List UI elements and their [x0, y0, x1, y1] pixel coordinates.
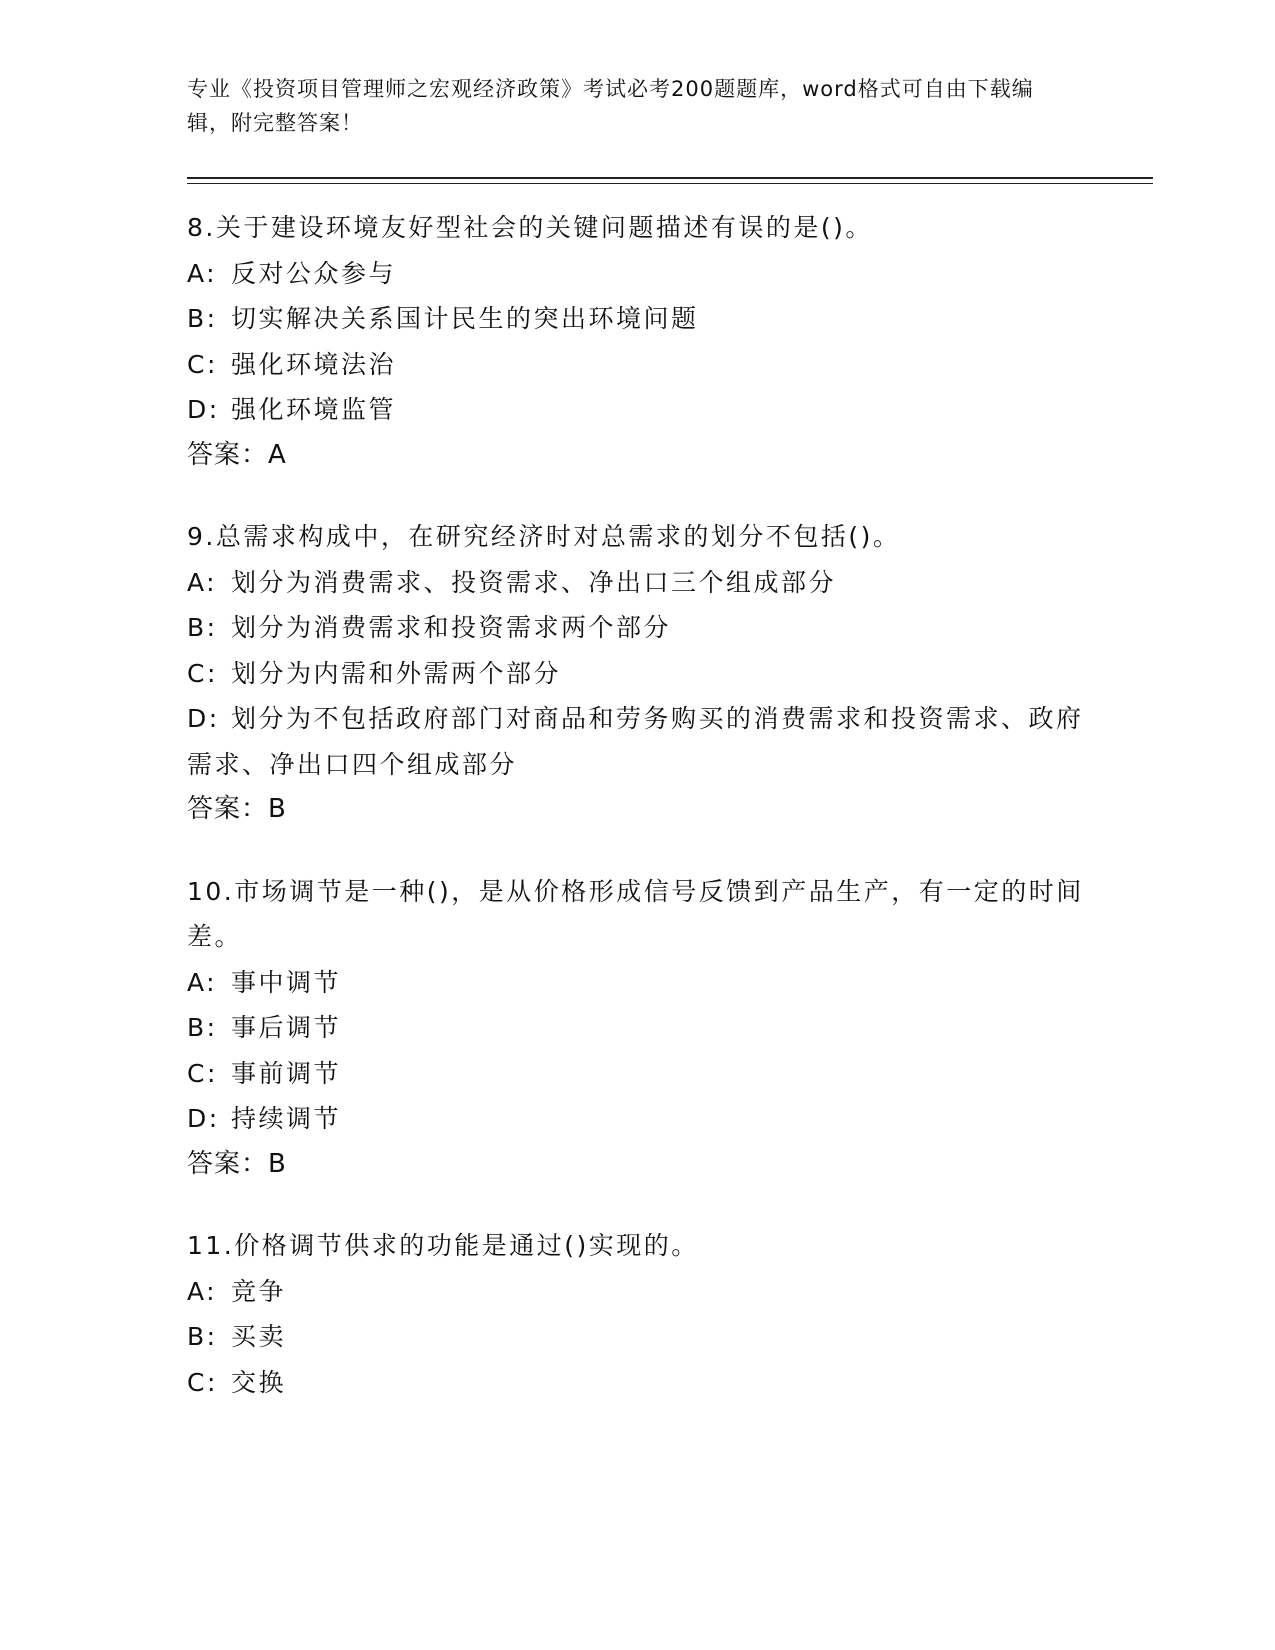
option-d [187, 1096, 1087, 1142]
option-b [187, 605, 1087, 651]
option-text: 竞争 [231, 1276, 287, 1306]
option-text: 交换 [231, 1367, 287, 1397]
option-letter: B: [187, 1013, 218, 1042]
option-text: 买卖 [231, 1322, 287, 1351]
option-b [187, 296, 1087, 342]
option-letter: A: [187, 967, 218, 997]
option-c [187, 1051, 1087, 1097]
question-10 [187, 869, 1087, 1188]
option-text: 强化环境监管 [231, 395, 397, 424]
option-b [187, 1314, 1087, 1360]
option-text: 划分为内需和外需两个部分 [231, 658, 562, 688]
option-text: 事中调节 [231, 967, 342, 997]
question-stem: 8.关于建设环境友好型社会的关键问题描述有误的是()。 [187, 213, 873, 242]
header-rule-thin [187, 183, 1153, 184]
option-text: 切实解决关系国计民生的突出环境问题 [231, 304, 699, 333]
option-letter: B: [187, 1322, 218, 1351]
option-text: 强化环境法治 [231, 349, 397, 379]
option-letter: D: [187, 704, 220, 733]
answer-line: 答案：B [187, 1148, 287, 1179]
option-letter: D: [187, 1104, 220, 1133]
option-text: 划分为消费需求和投资需求两个部分 [231, 613, 672, 642]
option-letter: A: [187, 1276, 218, 1306]
option-text: 反对公众参与 [231, 258, 397, 288]
question-8 [187, 205, 1087, 478]
answer-line: 答案：A [187, 439, 287, 470]
question-stem: 10.市场调节是一种()，是从价格形成信号反馈到产品生产，有一定的时间差。 [187, 876, 1084, 951]
document-header: 专业《投资项目管理师之宏观经济政策》考试必考200题题库，word格式可自由下载编辑，附完整答案！ [187, 77, 1034, 135]
option-letter: C: [187, 1058, 218, 1088]
option-a [187, 960, 1087, 1006]
option-c [187, 1360, 1087, 1406]
option-text: 划分为消费需求、投资需求、净出口三个组成部分 [231, 567, 837, 597]
option-c [187, 651, 1087, 697]
option-a [187, 560, 1087, 606]
option-letter: C: [187, 1367, 218, 1397]
question-11 [187, 1223, 1087, 1405]
question-stem: 9.总需求构成中，在研究经济时对总需求的划分不包括()。 [187, 522, 901, 551]
option-letter: D: [187, 395, 220, 424]
option-b [187, 1005, 1087, 1051]
option-letter: A: [187, 567, 218, 597]
option-a [187, 1269, 1087, 1315]
option-letter: A: [187, 258, 218, 288]
option-d [187, 387, 1087, 433]
option-letter: C: [187, 349, 218, 379]
option-letter: C: [187, 658, 218, 688]
option-text: 持续调节 [231, 1104, 342, 1133]
option-text: 事前调节 [231, 1058, 342, 1088]
option-c [187, 342, 1087, 388]
option-a [187, 251, 1087, 297]
option-letter: B: [187, 613, 218, 642]
question-list [187, 205, 1087, 1441]
option-text: 划分为不包括政府部门对商品和劳务购买的消费需求和投资需求、政府需求、净出口四个组成部分 [187, 704, 1084, 779]
header-rule-thick [187, 177, 1153, 179]
question-stem: 11.价格调节供求的功能是通过()实现的。 [187, 1231, 699, 1260]
option-text: 事后调节 [231, 1013, 342, 1042]
answer-line: 答案：B [187, 794, 287, 824]
option-letter: B: [187, 304, 218, 333]
option-d [187, 696, 1087, 787]
question-9 [187, 514, 1087, 833]
